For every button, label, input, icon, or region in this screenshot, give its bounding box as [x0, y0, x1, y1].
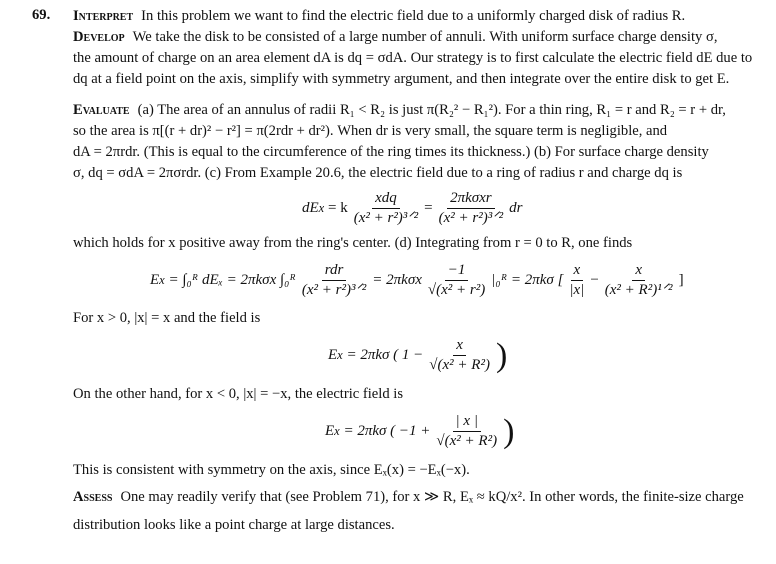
evaluate-line: σ, dq = σdA = 2πσrdr. (c) From Example 20.6, the electric field due to a ring of radius r and charge dq is: [73, 165, 683, 181]
fraction: rdr (x² + r²)³ᐟ²: [301, 262, 367, 298]
text-line: On the other hand, for x < 0, |x| = −x, the electric field is: [73, 386, 404, 402]
fraction: xdq (x² + r²)³ᐟ²: [353, 190, 419, 226]
evaluate-line: so the area is π[(r + dr)² − r²] = π(2rdr + dr²). When dr is very small, the square term is negligible, and: [73, 123, 668, 139]
develop-line: dq at a field point on the axis, simplify with symmetry argument, and then integrate over the entire disk to get E.: [73, 71, 730, 87]
fraction: x (x² + R²)¹ᐟ²: [604, 262, 673, 298]
fraction: $\frac{x}{\text{√(x² + R²)}}$: [429, 337, 490, 373]
equation-Ex-negative: E x = 2πkσ ( −1 + $\frac{| x |}{\text{√(x² + R²)}}$ ): [325, 412, 515, 450]
evaluate-line: dA = 2πrdr. (This is equal to the circumference of the ring times its thickness.) (b) For surface charge density: [73, 144, 709, 160]
assess-label: Assess: [73, 489, 113, 505]
text-line: For x > 0, |x| = x and the field is: [73, 310, 261, 326]
problem-number: 69.: [32, 7, 51, 23]
equation-Ex-integral: E x = ∫₀ᴿ dEₓ = 2πkσx ∫₀ᴿ rdr (x² + r²)³ᐟ² = 2πkσx −1 √(x² + r²) |₀ᴿ = 2πkσ [ x |x| − x (x² + R²)¹ᐟ² ]: [150, 262, 684, 298]
text-line: which holds for x positive away from the ring's center. (d) Integrating from r = 0 to R, one finds: [73, 235, 633, 251]
develop-line: the amount of charge on an area element dA is dq = σdA. Our strategy is to first calculate the electric field dE due to: [73, 50, 753, 66]
equation-dEx: dE x = k xdq (x² + r²)³ᐟ² = 2πkσxr (x² + r²)³ᐟ² dr: [302, 190, 523, 226]
interpret-line: Interpret In this problem we want to find the electric field due to a uniformly charged disk of radius R.: [73, 8, 686, 24]
assess-line: distribution looks like a point charge at large distances.: [73, 517, 395, 533]
equation-Ex-positive: E x = 2πkσ ( 1 − $\frac{x}{\text{√(x² + R²)}}$ ): [328, 336, 508, 374]
develop-label: Develop: [73, 29, 125, 45]
fraction: 2πkσxr (x² + r²)³ᐟ²: [438, 190, 504, 226]
evaluate-label: Evaluate: [73, 102, 130, 118]
fraction: x |x|: [569, 262, 585, 298]
fraction: $\frac{| x |}{\text{√(x² + R²)}}$: [436, 413, 498, 449]
develop-line: Develop We take the disk to be consisted of a large number of annuli. With uniform surface charge density σ,: [73, 29, 718, 45]
text-line: This is consistent with symmetry on the axis, since Eₓ(x) = −Eₓ(−x).: [73, 462, 470, 478]
fraction: −1 √(x² + r²): [427, 262, 486, 298]
interpret-label: Interpret: [73, 8, 134, 24]
evaluate-line: Evaluate (a) The area of an annulus of radii R₁ < R₂ is just π(R₂² − R₁²). For a thin ring, R₁ = r and R₂ = r + dr,: [73, 102, 726, 118]
assess-line: Assess One may readily verify that (see Problem 71), for x ≫ R, Eₓ ≈ kQ/x². In other words, the finite-size charge: [73, 489, 744, 505]
